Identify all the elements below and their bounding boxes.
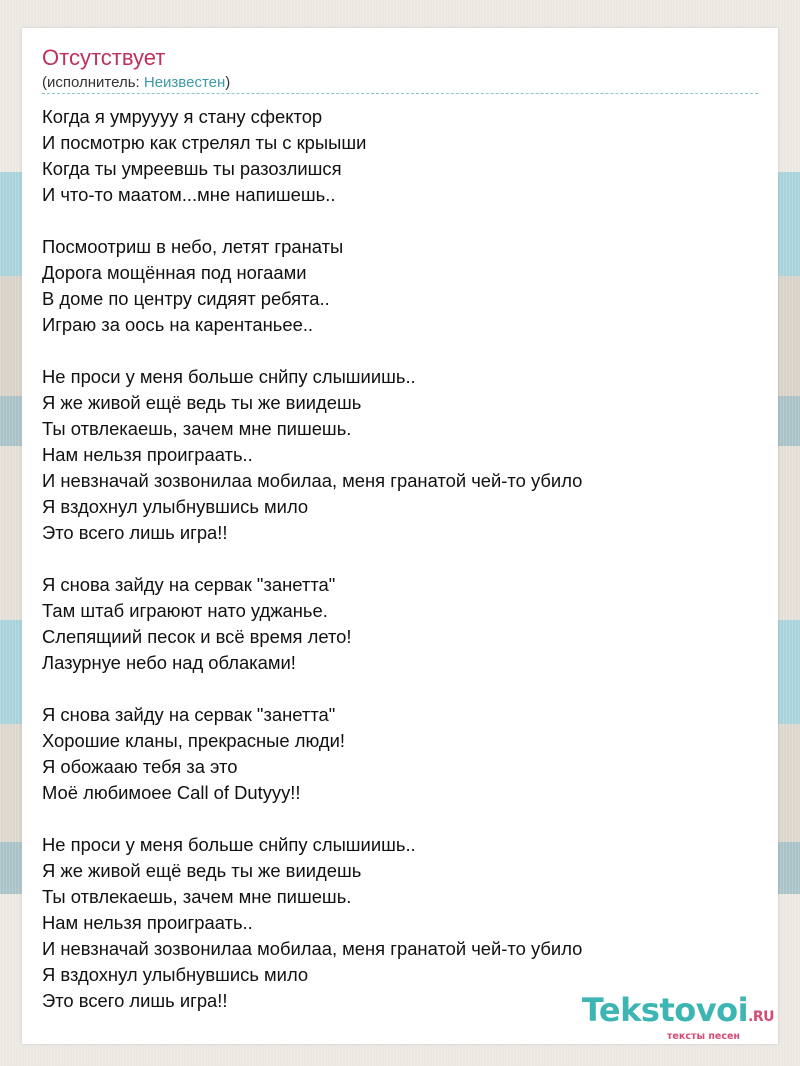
stanza: [42, 572, 758, 676]
lyric-line: И невзначай зозвонилаа мобилаа, меня гранатой чей-то убило: [42, 938, 583, 959]
title-divider: [42, 93, 758, 94]
lyrics-card: [22, 28, 778, 1044]
artist-prefix: (исполнитель:: [42, 74, 144, 91]
lyric-line: Я обожааю тебя за это: [42, 756, 238, 777]
artist-link[interactable]: Неизвестен: [143, 74, 226, 91]
stanza: [42, 364, 758, 546]
lyric-line: Не проси у меня больше снйпу слышиишь..: [42, 366, 416, 387]
stanza: [42, 104, 758, 208]
logo-name: Tekstovoi: [581, 991, 749, 1029]
lyric-line: Нам нельзя проиграать..: [42, 444, 253, 465]
lyric-line: Посмоотриш в небо, летят гранаты: [42, 236, 344, 257]
lyric-line: Играю за оось на карентаньее..: [42, 314, 314, 335]
stanza: [42, 234, 758, 338]
lyric-line: Это всего лишь игра!!: [42, 990, 228, 1011]
lyric-line: И невзначай зозвонилаа мобилаа, меня гранатой чей-то убило: [42, 470, 583, 491]
stanza: [42, 702, 758, 806]
lyric-line: Я снова зайду на сервак "занетта": [42, 704, 336, 725]
lyric-line: Когда ты умреевшь ты разозлишся: [42, 158, 342, 179]
lyric-line: Моё любимоее Call of Dutyyy!!: [42, 782, 301, 803]
lyric-line: Когда я умруууу я стану сфектор: [42, 106, 323, 127]
lyric-line: Я вздохнул улыбнувшись мило: [42, 496, 309, 517]
lyric-line: Я же живой ещё ведь ты же виидешь: [42, 860, 362, 881]
lyric-line: Там штаб играюют нато уджанье.: [42, 600, 328, 621]
lyric-line: Я снова зайду на сервак "занетта": [42, 574, 336, 595]
lyric-line: И посмотрю как стрелял ты с крыыши: [42, 132, 367, 153]
lyric-line: Я вздохнул улыбнувшись мило: [42, 964, 309, 985]
lyric-line: Слепящиий песок и всё время лето!: [42, 626, 352, 647]
song-title: Отсутствует: [42, 45, 166, 70]
lyrics-text: [42, 104, 758, 1040]
logo-tld: .RU: [748, 1009, 774, 1025]
lyric-line: Это всего лишь игра!!: [42, 522, 228, 543]
site-logo: [582, 993, 774, 1042]
lyric-line: И что-то маатом...мне напишешь..: [42, 184, 336, 205]
lyric-line: В доме по центру сидяят ребята..: [42, 288, 330, 309]
artist-suffix: ): [225, 74, 231, 91]
lyric-line: Лазурнуе небо над облаками!: [42, 652, 296, 673]
logo-tagline: тексты песен: [666, 1031, 740, 1042]
stanza: [42, 832, 758, 1014]
lyric-line: Я же живой ещё ведь ты же виидешь: [42, 392, 362, 413]
lyric-line: Ты отвлекаешь, зачем мне пишешь.: [42, 418, 352, 439]
lyric-line: Не проси у меня больше снйпу слышиишь..: [42, 834, 416, 855]
lyric-line: Хорошие кланы, прекрасные люди!: [42, 730, 345, 751]
lyric-line: Нам нельзя проиграать..: [42, 912, 253, 933]
artist-line: [42, 74, 230, 91]
lyric-line: Дорога мощённая под ногаами: [42, 262, 307, 283]
lyric-line: Ты отвлекаешь, зачем мне пишешь.: [42, 886, 352, 907]
